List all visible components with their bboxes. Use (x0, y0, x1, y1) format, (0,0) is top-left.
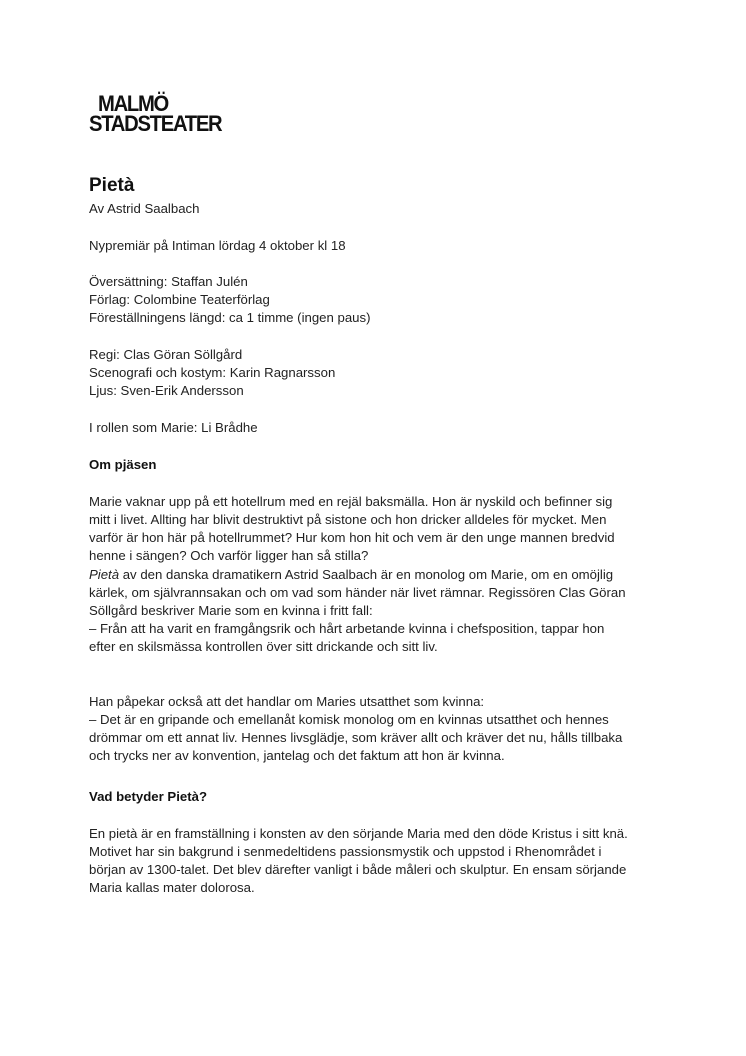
paragraph-line: kärlek, om självrannsakan och om vad som händer när livet rämnar. Regissören Clas Göran (89, 585, 626, 600)
byline: Av Astrid Saalbach (89, 201, 200, 216)
play-title-italic: Pietà (89, 567, 120, 582)
paragraph-line: varför är hon här på hotellrummet? Hur kom hon hit och vem är den unge mannen bredvid (89, 530, 615, 545)
paragraph-line: Han påpekar också att det handlar om Maries utsatthet som kvinna: (89, 694, 485, 709)
about-paragraph-1 (89, 493, 661, 565)
premiere-info: Nypremiär på Intiman lördag 4 oktober kl 18 (89, 238, 346, 253)
paragraph-line: drömmar om ett annat liv. Hennes livsglädje, som kräver allt och kräver det nu, hålls tillbaka (89, 730, 623, 745)
section-heading-meaning: Vad betyder Pietà? (89, 789, 207, 804)
paragraph-line: – Från att ha varit en framgångsrik och hårt arbetande kvinna i chefsposition, tappar hon (89, 621, 605, 636)
credit-translation: Översättning: Staffan Julén (89, 274, 248, 289)
paragraph-line: Söllgård beskriver Marie som en kvinna i fritt fall: (89, 603, 373, 618)
paragraph-line (89, 566, 661, 584)
paragraph-line: och trycks ner av konvention, jantelag och det faktum att hon är kvinna. (89, 748, 505, 763)
paragraph-line: mitt i livet. Allting har blivit destruktivt på sistone och hon dricker alldeles för mycket. Men (89, 512, 607, 527)
paragraph-text: av den danska dramatikern Astrid Saalbach är en monolog om Marie, om en omöjlig (119, 567, 614, 582)
paragraph-line: – Det är en gripande och emellanåt komisk monolog om en kvinnas utsatthet och hennes (89, 712, 609, 727)
logo-line-2: STADSTEATER (89, 111, 222, 136)
credit-duration: Föreställningens längd: ca 1 timme (ingen paus) (89, 310, 371, 325)
paragraph-line: Motivet har sin bakgrund i senmedeltidens passionsmystik och uppstod i Rhenområdet i (89, 844, 602, 859)
credit-director: Regi: Clas Göran Söllgård (89, 347, 243, 362)
credit-publisher: Förlag: Colombine Teaterförlag (89, 292, 270, 307)
page-title: Pietà (89, 175, 135, 196)
meaning-paragraph (89, 825, 661, 897)
credit-lighting: Ljus: Sven-Erik Andersson (89, 383, 244, 398)
paragraph-line: henne i sängen? Och varför ligger han så stilla? (89, 548, 369, 563)
about-paragraph-3 (89, 693, 661, 765)
paragraph-line: En pietà är en framställning i konsten av den sörjande Maria med den döde Kristus i sitt knä. (89, 826, 628, 841)
credit-design: Scenografi och kostym: Karin Ragnarsson (89, 365, 336, 380)
paragraph-line: efter en skilsmässa kontrollen över sitt drickande och sitt liv. (89, 639, 438, 654)
production-credits (89, 273, 661, 327)
malmo-stadsteater-logo (89, 93, 249, 135)
paragraph-line: början av 1300-talet. Det blev därefter vanligt i både måleri och skulptur. En ensam sörjande (89, 862, 627, 877)
paragraph-line: Maria kallas mater dolorosa. (89, 880, 255, 895)
paragraph-line: Marie vaknar upp på ett hotellrum med en rejäl baksmälla. Hon är nyskild och befinner sig (89, 494, 613, 509)
about-paragraph-2 (89, 566, 661, 656)
cast-info: I rollen som Marie: Li Brådhe (89, 420, 258, 435)
logo-line-1: MALMÖ (98, 91, 169, 116)
creative-team (89, 346, 661, 400)
section-heading-about-play: Om pjäsen (89, 457, 157, 472)
